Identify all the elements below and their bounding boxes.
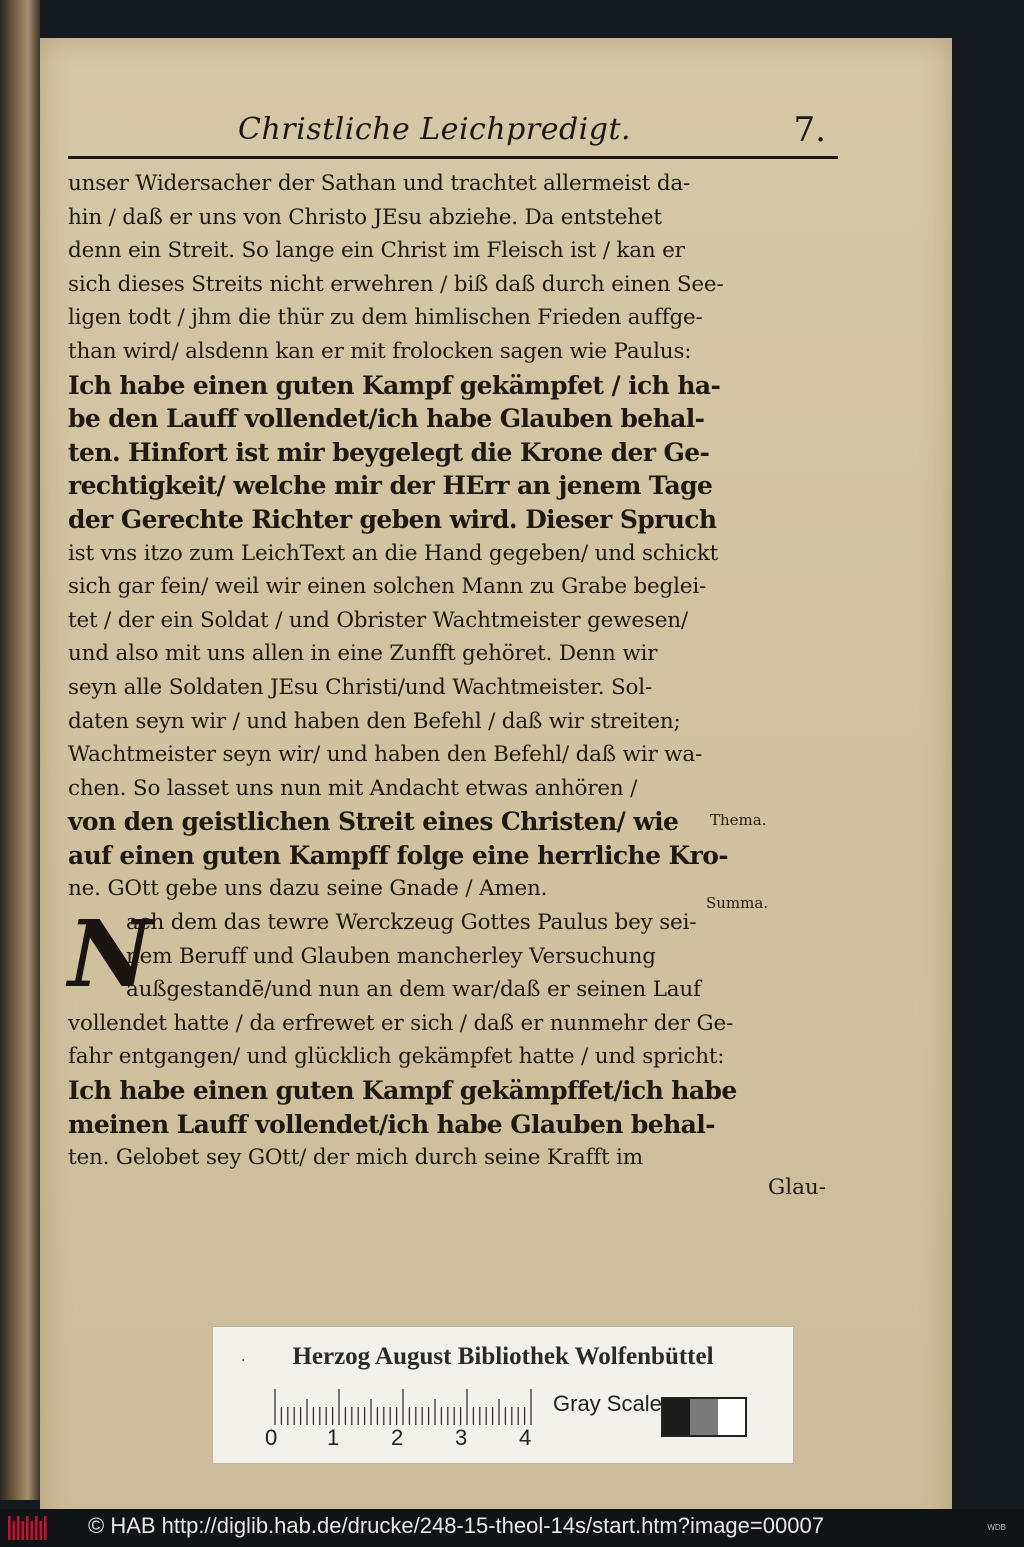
text-line: unser Widersacher der Sathan und trachtet allermeist da- <box>68 171 691 196</box>
text-line: Ich habe einen guten Kampf gekämpfet / ich ha- <box>68 370 721 400</box>
text-line: tet / der ein Soldat / und Obrister Wachtmeister gewesen/ <box>68 607 688 633</box>
footer-copyright-url[interactable]: © HAB http://diglib.hab.de/drucke/248-15-theol-14s/start.htm?image=00007 <box>88 1513 824 1538</box>
ruler-scale <box>273 1385 533 1425</box>
logo-bar <box>13 1521 16 1540</box>
body-text <box>68 167 838 1200</box>
text-line: ligen todt / jhm die thür zu dem himlischen Frieden auffge- <box>68 305 703 331</box>
gray-swatches <box>661 1397 747 1437</box>
running-head <box>68 108 838 159</box>
text-line: Ich habe einen guten Kampf gekämpffet/ich habe <box>68 1076 737 1106</box>
text-line: ist vns itzo zum LeichText an die Hand gegeben/ und schickt <box>68 540 719 566</box>
logo-bar <box>22 1521 25 1540</box>
text-line: von den geistlichen Streit eines Christen/ wie <box>68 807 679 837</box>
adjacent-page-edge <box>0 0 40 1500</box>
text-line: meinen Lauff vollendet/ich habe Glauben behal- <box>68 1109 715 1139</box>
ruler-number: 0 <box>265 1425 278 1450</box>
gray-swatch-mid <box>690 1399 717 1435</box>
text-line: der Gerechte Richter geben wird. Dieser Spruch <box>68 504 717 534</box>
margin-note-summa: Summa. <box>706 894 769 912</box>
text-line: ten. Gelobet sey GOtt/ der mich durch seine Krafft im <box>68 1145 643 1171</box>
text-line: sich dieses Streits nicht erwehren / biß daß durch einen See- <box>68 271 724 297</box>
text-line: Wachtmeister seyn wir/ und haben den Befehl/ daß wir wa- <box>68 742 703 768</box>
logo-bar <box>35 1516 38 1540</box>
text-line: sich gar fein/ weil wir einen solchen Mann zu Grabe beglei- <box>68 574 707 600</box>
logo-bar <box>8 1516 11 1540</box>
text-line: rechtigkeit/ welche mir der HErr an jenem Tage <box>68 471 713 501</box>
text-line: daten seyn wir / und haben den Befehl / daß wir streiten; <box>68 708 681 734</box>
text-line: ten. Hinfort ist mir beygelegt die Krone der Ge- <box>68 437 710 467</box>
ruler-number: 4 <box>519 1425 532 1450</box>
book-page <box>40 38 952 1538</box>
margin-note-thema: Thema. <box>710 811 767 829</box>
text-line: auf einen guten Kampff folge eine herrliche Kro- <box>68 840 729 870</box>
text-line: seyn alle Soldaten JEsu Christi/und Wachtmeister. Sol- <box>68 674 653 700</box>
text-line: hin / daß er uns von Christo JEsu abziehe. Da entstehet <box>68 204 662 230</box>
ruler-number: 3 <box>455 1425 468 1450</box>
text-line: chen. So lasset uns nun mit Andacht etwas anhören / <box>68 775 638 801</box>
ruler-number: 1 <box>327 1425 340 1450</box>
card-dot: · <box>241 1353 246 1369</box>
footer-bar <box>0 1509 1024 1547</box>
logo-bar <box>31 1521 34 1540</box>
text-line: ne. GOtt gebe uns dazu seine Gnade / Amen. <box>68 876 548 902</box>
text-line: und also mit uns allen in eine Zunfft gehöret. Denn wir <box>68 641 658 667</box>
running-title: Christliche Leichpredigt. <box>238 112 632 147</box>
ruler-numbers <box>265 1425 555 1455</box>
text-line: fahr entgangen/ und glücklich gekämpfet hatte / und spricht: <box>68 1044 725 1070</box>
hab-logo-icon <box>6 1513 50 1543</box>
logo-bar <box>40 1521 43 1540</box>
logo-bar <box>44 1516 47 1540</box>
footer-tiny-mark: WDB <box>987 1523 1006 1532</box>
gray-swatch-dark <box>663 1399 690 1435</box>
color-scale-card <box>212 1326 794 1464</box>
text-line: be den Lauff vollendet/ich habe Glauben behal- <box>68 404 705 434</box>
library-name: Herzog August Bibliothek Wolfenbüttel <box>292 1343 714 1370</box>
text-line: than wird/ alsdenn kan er mit frolocken sagen wie Paulus: <box>68 338 692 364</box>
grayscale-label: Gray Scale <box>553 1391 662 1416</box>
catchword: Glau- <box>768 1174 826 1200</box>
text-line: ach dem das tewre Werckzeug Gottes Paulus bey sei- <box>126 910 697 936</box>
drop-cap: N <box>68 900 153 1009</box>
page-number: 7. <box>793 110 826 150</box>
text-line: nem Beruff und Glauben mancherley Versuchung <box>126 943 656 969</box>
page-content <box>68 108 838 1200</box>
ruler-number: 2 <box>391 1425 404 1450</box>
text-line: denn ein Streit. So lange ein Christ im Fleisch ist / kan er <box>68 238 685 264</box>
logo-bar <box>17 1516 20 1540</box>
text-line: vollendet hatte / da erfrewet er sich / daß er nunmehr der Ge- <box>68 1010 734 1036</box>
gray-swatch-light <box>718 1399 745 1435</box>
logo-bar <box>26 1516 29 1540</box>
text-line: außgestandē/und nun an dem war/daß er seinen Lauf <box>126 977 701 1003</box>
